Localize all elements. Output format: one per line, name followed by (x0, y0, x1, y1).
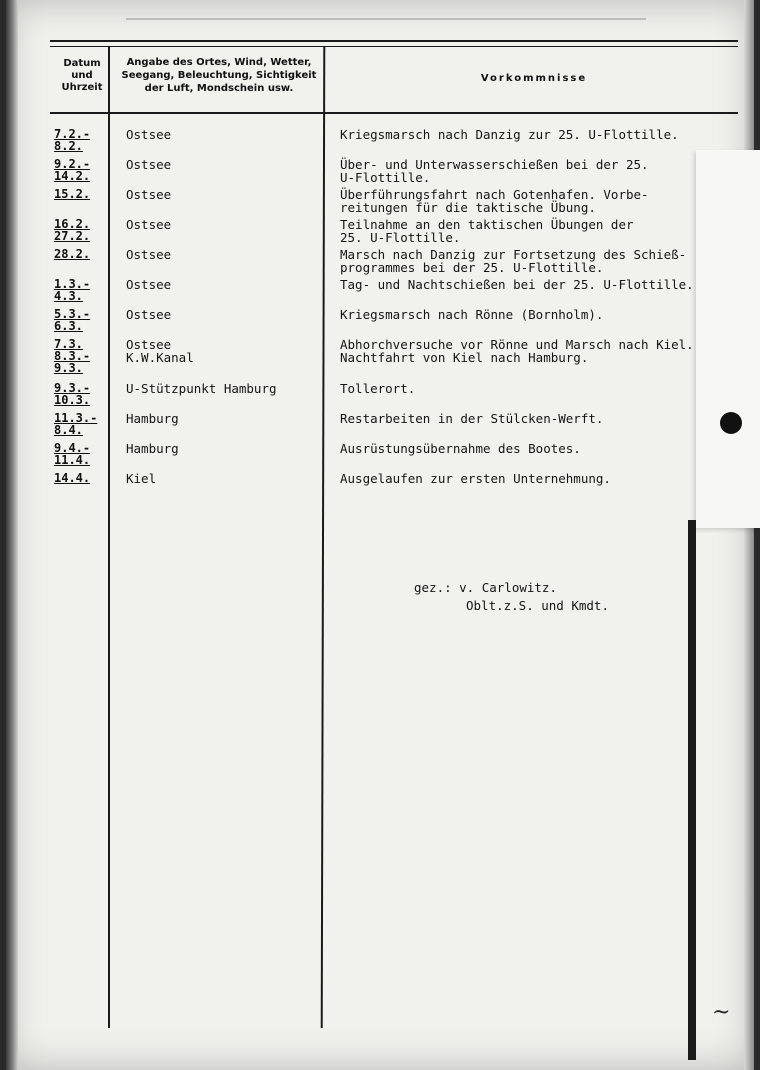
date-entry: 7.3. (54, 337, 83, 351)
row-location: Ostsee (126, 217, 172, 232)
row-date (54, 218, 108, 242)
row-date (54, 308, 108, 332)
date-entry: 28.2. (54, 247, 91, 261)
log-table (50, 40, 738, 1028)
header-bottom-rule (50, 112, 738, 114)
signature-line-2: Oblt.z.S. und Kmdt. (466, 598, 609, 613)
row-location: Kiel (126, 471, 157, 486)
row-location: Ostsee (126, 247, 172, 262)
date-entry: 9.2.- (54, 157, 91, 171)
col-divider-1 (108, 46, 110, 1028)
row-event: Tollerort. (340, 381, 416, 396)
row-event: Überführungsfahrt nach Gotenhafen. Vorbe- reitungen für die taktische Übung. (340, 187, 649, 215)
row-event: Kriegsmarsch nach Rönne (Bornholm). (340, 307, 604, 322)
row-location: Ostsee K.W.Kanal (126, 337, 194, 365)
row-event: Über- und Unterwasserschießen bei der 25. U-Flottille. (340, 157, 649, 185)
handwritten-mark: ~ (712, 1000, 731, 1025)
row-date (54, 278, 108, 302)
date-entry: 9.4.- (54, 441, 91, 455)
date-entry: 6.3. (54, 319, 83, 333)
row-event: Marsch nach Danzig zur Fortsetzung des Schieß- programmes bei der 25. U-Flottille. (340, 247, 687, 275)
row-location: Ostsee (126, 127, 172, 142)
date-entry: 8.4. (54, 423, 83, 437)
header-events: Vorkommnisse (480, 73, 588, 84)
row-location: Ostsee (126, 187, 172, 202)
row-event: Teilnahme an den taktischen Übungen der 25. U-Flottille. (340, 217, 634, 245)
date-entry: 1.3.- (54, 277, 91, 291)
row-date (54, 442, 108, 466)
row-event: Restarbeiten in der Stülcken-Werft. (340, 411, 604, 426)
row-event: Abhorchversuche vor Rönne und Marsch nach Kiel. Nachtfahrt von Kiel nach Hamburg. (340, 337, 694, 365)
header-date: Datum und Uhrzeit (61, 58, 103, 93)
table-top-rule (50, 40, 738, 42)
row-location: Hamburg (126, 441, 179, 456)
row-date (54, 338, 108, 374)
row-event: Ausgelaufen zur ersten Unternehmung. (340, 471, 611, 486)
row-date (54, 248, 108, 260)
date-entry: 9.3.- (54, 381, 91, 395)
date-entry: 11.4. (54, 453, 91, 467)
row-date (54, 412, 108, 436)
ink-blot (720, 412, 742, 434)
row-location: U-Stützpunkt Hamburg (126, 381, 277, 396)
date-entry: 7.2.- (54, 127, 91, 141)
row-date (54, 128, 108, 152)
signature-line-1: gez.: v. Carlowitz. (414, 580, 557, 595)
row-date (54, 382, 108, 406)
row-location: Hamburg (126, 411, 179, 426)
date-entry: 10.3. (54, 393, 91, 407)
row-location: Ostsee (126, 307, 172, 322)
date-entry: 15.2. (54, 187, 91, 201)
date-entry: 27.2. (54, 229, 91, 243)
table-top-rule-2 (50, 46, 738, 47)
date-entry: 14.4. (54, 471, 91, 485)
header-location: Angabe des Ortes, Wind, Wetter, Seegang, Beleuchtung, Sichtigkeit der Luft, Mondschein usw. (121, 57, 317, 94)
date-entry: 11.3.- (54, 411, 98, 425)
edge-shadow (688, 520, 696, 1060)
top-rule (126, 18, 646, 20)
date-entry: 5.3.- (54, 307, 91, 321)
row-event: Kriegsmarsch nach Danzig zur 25. U-Flottille. (340, 127, 679, 142)
row-event: Ausrüstungsübernahme des Bootes. (340, 441, 581, 456)
date-entry: 9.3. (54, 361, 83, 375)
row-date (54, 472, 108, 484)
row-location: Ostsee (126, 277, 172, 292)
page-edge-left (6, 0, 18, 1070)
date-entry: 8.2. (54, 139, 83, 153)
date-entry: 8.3.- (54, 349, 91, 363)
row-date (54, 188, 108, 200)
row-event: Tag- und Nachtschießen bei der 25. U-Flottille. (340, 277, 694, 292)
date-entry: 4.3. (54, 289, 83, 303)
document-page (6, 0, 754, 1070)
row-date (54, 158, 108, 182)
row-location: Ostsee (126, 157, 172, 172)
date-entry: 14.2. (54, 169, 91, 183)
date-entry: 16.2. (54, 217, 91, 231)
